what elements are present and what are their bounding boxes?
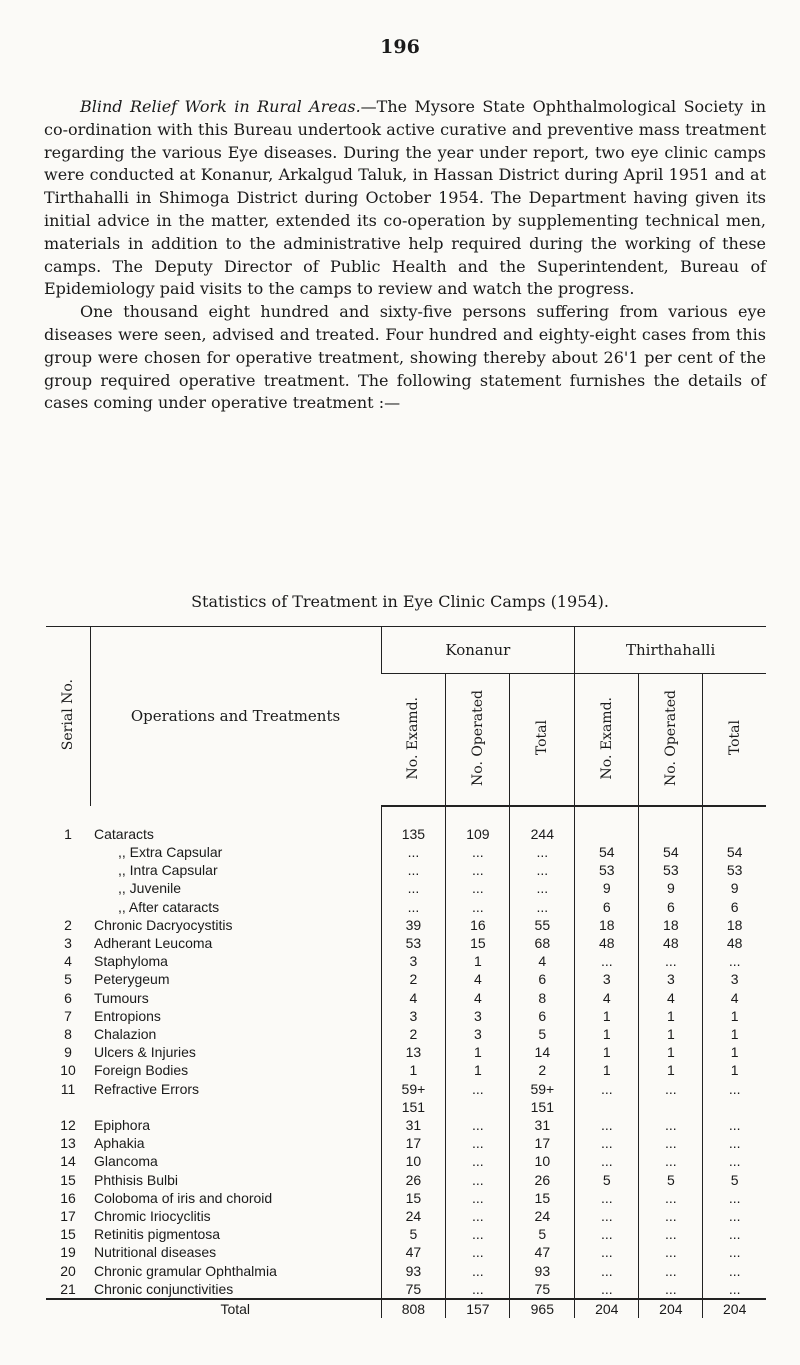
operation-cell [90, 1098, 381, 1116]
operation-label: ,, Juvenile [118, 880, 182, 897]
serial-cell: 7 [64, 1007, 72, 1024]
value-cell-k1: 59+ [381, 1080, 446, 1098]
value-cell-k2: ... [446, 1189, 510, 1207]
value-cell-t1: 48 [575, 934, 639, 952]
serial-cell: 19 [60, 1244, 76, 1261]
konanur-header: Konanur [381, 627, 575, 674]
serial-cell: 6 [64, 989, 72, 1006]
total-cell-k1: 808 [381, 1299, 446, 1318]
value-cell-k1: 2 [381, 1025, 446, 1043]
operation-cell [90, 861, 381, 879]
serial-cell: 5 [64, 971, 72, 988]
operation-cell [90, 1080, 381, 1098]
serial-cell: 3 [64, 934, 72, 951]
value-cell-t3 [703, 825, 766, 843]
value-cell-t2: 54 [639, 843, 703, 861]
serial-cell: 21 [60, 1280, 76, 1297]
value-cell-t1: 54 [575, 843, 639, 861]
operation-cell [90, 879, 381, 897]
value-cell-t1: 1 [575, 1007, 639, 1025]
value-cell-k2: ... [446, 1171, 510, 1189]
value-cell-k1: 135 [381, 825, 446, 843]
value-cell-t1: ... [575, 952, 639, 970]
value-cell-t1: 53 [575, 861, 639, 879]
value-cell-k2: 3 [446, 1025, 510, 1043]
value-cell-k3: ... [510, 861, 575, 879]
value-cell-t3: ... [703, 1116, 766, 1134]
value-cell-k3: 17 [510, 1134, 575, 1152]
thirthahalli-operated-header: No. Operated [639, 674, 703, 806]
value-cell-k3: ... [510, 879, 575, 897]
operation-cell [90, 825, 381, 843]
value-cell-k2: 1 [446, 952, 510, 970]
value-cell-t3: 3 [703, 970, 766, 988]
serial-cell: 15 [60, 1171, 76, 1188]
table-row [46, 1043, 766, 1061]
serial-cell: 4 [64, 953, 72, 970]
value-cell-k2: 1 [446, 1043, 510, 1061]
table-row [46, 843, 766, 861]
value-cell-k3: 4 [510, 952, 575, 970]
table-row [46, 1116, 766, 1134]
value-cell-t1: 18 [575, 916, 639, 934]
value-cell-k1: 13 [381, 1043, 446, 1061]
serial-cell: 16 [60, 1189, 76, 1206]
value-cell-k3: 5 [510, 1225, 575, 1243]
serial-cell: 1 [64, 825, 72, 842]
operation-label: Refractive Errors [94, 1080, 200, 1097]
table-row [46, 1152, 766, 1170]
operation-cell [90, 934, 381, 952]
operation-label: Adherant Leucoma [94, 934, 213, 951]
value-cell-t2: 5 [639, 1171, 703, 1189]
value-cell-k1: 31 [381, 1116, 446, 1134]
value-cell-t1: ... [575, 1116, 639, 1134]
value-cell-t3: 9 [703, 879, 766, 897]
value-cell-t3: 1 [703, 1007, 766, 1025]
value-cell-t2: 1 [639, 1007, 703, 1025]
value-cell-t3: 18 [703, 916, 766, 934]
value-cell-k1: 10 [381, 1152, 446, 1170]
value-cell-t3: 48 [703, 934, 766, 952]
operation-cell [90, 1280, 381, 1299]
table-title: Statistics of Treatment in Eye Clinic Camps (1954). [191, 592, 609, 611]
value-cell-k1: 4 [381, 989, 446, 1007]
total-serial-cell [46, 1299, 90, 1318]
operations-header: Operations and Treatments [90, 627, 381, 806]
value-cell-t3: ... [703, 1262, 766, 1280]
value-cell-t3: ... [703, 952, 766, 970]
value-cell-t1 [575, 825, 639, 843]
value-cell-t1: ... [575, 1189, 639, 1207]
value-cell-t1: ... [575, 1134, 639, 1152]
value-cell-t1: ... [575, 1262, 639, 1280]
operation-cell [90, 1025, 381, 1043]
table-row [46, 1189, 766, 1207]
serial-cell: 10 [60, 1062, 76, 1079]
value-cell-k2: ... [446, 861, 510, 879]
value-cell-k2: ... [446, 879, 510, 897]
value-cell-k2: 15 [446, 934, 510, 952]
operation-label: Epiphora [94, 1116, 151, 1133]
value-cell-k1: 24 [381, 1207, 446, 1225]
operation-cell [90, 1007, 381, 1025]
value-cell-t2 [639, 825, 703, 843]
value-cell-t1: ... [575, 1280, 639, 1299]
value-cell-t2: 4 [639, 989, 703, 1007]
value-cell-k3: 68 [510, 934, 575, 952]
value-cell-k3: 2 [510, 1061, 575, 1079]
operation-cell [90, 1171, 381, 1189]
value-cell-t2: ... [639, 1080, 703, 1098]
value-cell-k2: ... [446, 1134, 510, 1152]
value-cell-t2: ... [639, 1189, 703, 1207]
value-cell-k2: ... [446, 1116, 510, 1134]
table-row [46, 861, 766, 879]
operation-cell [90, 1225, 381, 1243]
value-cell-k3: 8 [510, 989, 575, 1007]
value-cell-k1: 75 [381, 1280, 446, 1299]
table-row [46, 1262, 766, 1280]
value-cell-t1: 1 [575, 1043, 639, 1061]
value-cell-t2: ... [639, 1243, 703, 1261]
value-cell-k1: 47 [381, 1243, 446, 1261]
table-row [46, 916, 766, 934]
table-row [46, 1061, 766, 1079]
operation-label: Foreign Bodies [94, 1062, 189, 1079]
serial-cell: 12 [60, 1116, 76, 1133]
serial-cell [46, 879, 90, 897]
value-cell-k2: 3 [446, 1007, 510, 1025]
serial-cell [46, 1098, 90, 1116]
value-cell-t2: 1 [639, 1025, 703, 1043]
value-cell-k1: 93 [381, 1262, 446, 1280]
total-cell-k3: 965 [510, 1299, 575, 1318]
value-cell-t1: 9 [575, 879, 639, 897]
operation-label: Chronic conjunctivities [94, 1280, 234, 1297]
operation-label: ,, After cataracts [118, 898, 220, 915]
operation-cell [90, 916, 381, 934]
value-cell-t3: 5 [703, 1171, 766, 1189]
table-row [46, 898, 766, 916]
table-row [46, 1098, 766, 1116]
body-text [44, 96, 766, 415]
serial-cell: 13 [60, 1135, 76, 1152]
table-row [46, 1280, 766, 1299]
value-cell-k2: ... [446, 843, 510, 861]
table-row [46, 1225, 766, 1243]
value-cell-k2: 1 [446, 1061, 510, 1079]
value-cell-k3: 151 [510, 1098, 575, 1116]
value-cell-k1: 17 [381, 1134, 446, 1152]
operation-cell [90, 1134, 381, 1152]
value-cell-t3: ... [703, 1243, 766, 1261]
operation-label: Chalazion [94, 1025, 157, 1042]
operation-cell [90, 1243, 381, 1261]
value-cell-t1: 1 [575, 1061, 639, 1079]
value-cell-k2: ... [446, 1262, 510, 1280]
value-cell-k3: 24 [510, 1207, 575, 1225]
operation-label: Coloboma of iris and choroid [94, 1189, 273, 1206]
value-cell-t2: 9 [639, 879, 703, 897]
serial-header: Serial No. [46, 627, 90, 806]
value-cell-t2: 3 [639, 970, 703, 988]
value-cell-t1: ... [575, 1152, 639, 1170]
value-cell-k3: 244 [510, 825, 575, 843]
value-cell-t1: 6 [575, 898, 639, 916]
value-cell-t3: ... [703, 1207, 766, 1225]
serial-cell: 8 [64, 1025, 72, 1042]
operation-cell [90, 1043, 381, 1061]
value-cell-k1: 1 [381, 1061, 446, 1079]
value-cell-k3: 59+ [510, 1080, 575, 1098]
value-cell-k2: 4 [446, 970, 510, 988]
value-cell-k3: 15 [510, 1189, 575, 1207]
value-cell-t3: ... [703, 1225, 766, 1243]
statistics-table [46, 626, 766, 1318]
value-cell-k2: ... [446, 1243, 510, 1261]
operation-label: Phthisis Bulbi [94, 1171, 179, 1188]
value-cell-t3: 54 [703, 843, 766, 861]
table-row [46, 1080, 766, 1098]
operation-cell [90, 1116, 381, 1134]
operation-label: Glancoma [94, 1153, 158, 1170]
value-cell-t1: ... [575, 1080, 639, 1098]
value-cell-t3: 1 [703, 1043, 766, 1061]
operation-cell [90, 1061, 381, 1079]
value-cell-k2: 16 [446, 916, 510, 934]
thirthahalli-header: Thirthahalli [575, 627, 766, 674]
operation-label: Cataracts [94, 825, 154, 842]
operation-label: Nutritional diseases [94, 1244, 217, 1261]
operation-label: Chronic gramular Ophthalmia [94, 1262, 277, 1279]
total-cell-t1: 204 [575, 1299, 639, 1318]
operation-label: Retinitis pigmentosa [94, 1226, 221, 1243]
page-number: 196 [380, 36, 420, 58]
table-body [46, 806, 766, 1319]
value-cell-k1: 3 [381, 952, 446, 970]
operation-cell [90, 1207, 381, 1225]
operation-cell [90, 1262, 381, 1280]
value-cell-t3: 1 [703, 1025, 766, 1043]
table-row [46, 1207, 766, 1225]
operation-label: Entropions [94, 1007, 161, 1024]
value-cell-t2: ... [639, 1116, 703, 1134]
value-cell-t3 [703, 1098, 766, 1116]
value-cell-k2: 4 [446, 989, 510, 1007]
table-row [46, 989, 766, 1007]
serial-cell [46, 861, 90, 879]
value-cell-k2: ... [446, 1280, 510, 1299]
operation-label: Tumours [94, 989, 149, 1006]
serial-cell: 14 [60, 1153, 76, 1170]
value-cell-k3: 75 [510, 1280, 575, 1299]
value-cell-t2: ... [639, 1207, 703, 1225]
value-cell-t2: ... [639, 1152, 703, 1170]
value-cell-k1: 15 [381, 1189, 446, 1207]
operation-cell [90, 952, 381, 970]
value-cell-k1: 53 [381, 934, 446, 952]
table-row [46, 1171, 766, 1189]
paragraph-1-body: —The Mysore State Ophthalmological Society in co-ordination with this Bureau undertook active curative and preventive mass treatment regarding the various Eye diseases. During the year under report, two eye clinic camps were conducted at Konanur, Arkalgud Taluk, in Hassan District during April 1951 and at Tirthahalli in Shimoga District during October 1954. The Department having given its initial advice in the matter, extended its co-operation by supplementing technical men, materials in addition to the administrative help required during the working of these camps. The Deputy Director of Public Health and the Superintendent, Bureau of Epidemiology paid visits to the camps to review and watch the progress. [44, 97, 767, 299]
table-row [46, 952, 766, 970]
value-cell-k1: 151 [381, 1098, 446, 1116]
table-row [46, 1025, 766, 1043]
konanur-examd-header: No. Examd. [381, 674, 446, 806]
table-row [46, 825, 766, 843]
konanur-total-header: Total [510, 674, 575, 806]
table-row [46, 1243, 766, 1261]
value-cell-t3: 4 [703, 989, 766, 1007]
value-cell-t2: ... [639, 1225, 703, 1243]
operation-label: ,, Extra Capsular [118, 843, 223, 860]
value-cell-k2: ... [446, 1207, 510, 1225]
value-cell-t2: ... [639, 1262, 703, 1280]
value-cell-t2: ... [639, 1134, 703, 1152]
value-cell-t2: 18 [639, 916, 703, 934]
operation-label: Peterygeum [94, 971, 170, 988]
value-cell-k3: 31 [510, 1116, 575, 1134]
operation-label: Ulcers & Injuries [94, 1044, 196, 1061]
value-cell-k1: 3 [381, 1007, 446, 1025]
value-cell-k1: 39 [381, 916, 446, 934]
value-cell-k3: 93 [510, 1262, 575, 1280]
value-cell-k1: 5 [381, 1225, 446, 1243]
serial-cell: 17 [60, 1207, 76, 1224]
operation-cell [90, 1152, 381, 1170]
value-cell-t2: 1 [639, 1043, 703, 1061]
operation-cell [90, 970, 381, 988]
value-cell-t1: 5 [575, 1171, 639, 1189]
operation-label: Chronic Dacryocystitis [94, 916, 233, 933]
value-cell-k1: ... [381, 898, 446, 916]
serial-cell: 2 [64, 916, 72, 933]
table-row [46, 879, 766, 897]
value-cell-t1: ... [575, 1207, 639, 1225]
value-cell-k3: 47 [510, 1243, 575, 1261]
value-cell-k3: 6 [510, 1007, 575, 1025]
value-cell-t1: 3 [575, 970, 639, 988]
value-cell-k1: ... [381, 843, 446, 861]
value-cell-k1: 26 [381, 1171, 446, 1189]
table-row [46, 934, 766, 952]
thirthahalli-total-header: Total [703, 674, 766, 806]
value-cell-t2: 48 [639, 934, 703, 952]
konanur-operated-header: No. Operated [446, 674, 510, 806]
value-cell-t2: ... [639, 952, 703, 970]
table-row [46, 1134, 766, 1152]
value-cell-t1: 4 [575, 989, 639, 1007]
value-cell-k3: 55 [510, 916, 575, 934]
value-cell-t1 [575, 1098, 639, 1116]
value-cell-t3: ... [703, 1280, 766, 1299]
value-cell-k2: ... [446, 1225, 510, 1243]
operation-cell [90, 843, 381, 861]
value-cell-t1: ... [575, 1225, 639, 1243]
total-label: Total [90, 1299, 381, 1318]
value-cell-k3: ... [510, 843, 575, 861]
value-cell-t2: 1 [639, 1061, 703, 1079]
serial-cell: 11 [60, 1080, 76, 1097]
value-cell-t3: ... [703, 1134, 766, 1152]
value-cell-k3: 5 [510, 1025, 575, 1043]
value-cell-t2: ... [639, 1280, 703, 1299]
value-cell-t2: 6 [639, 898, 703, 916]
total-row [46, 1299, 766, 1318]
operation-cell [90, 898, 381, 916]
serial-cell: 9 [64, 1044, 72, 1061]
table-row [46, 1007, 766, 1025]
value-cell-k2: ... [446, 898, 510, 916]
operation-cell [90, 989, 381, 1007]
value-cell-t3: ... [703, 1189, 766, 1207]
total-cell-t3: 204 [703, 1299, 766, 1318]
paragraph-2: One thousand eight hundred and sixty-five persons suffering from various eye diseases were seen, advised and treated. Four hundred and eighty-eight cases from this group were chosen for operative treatment, showing thereby about 26'1 per cent of the group required operative treatment. The following statement furnishes the details of cases coming under operative treatment :— [44, 302, 766, 413]
value-cell-t3: 1 [703, 1061, 766, 1079]
value-cell-t3: 6 [703, 898, 766, 916]
value-cell-k3: 26 [510, 1171, 575, 1189]
value-cell-k2 [446, 1098, 510, 1116]
value-cell-k3: 6 [510, 970, 575, 988]
paragraph-1-title: Blind Relief Work in Rural Areas. [80, 97, 361, 116]
total-cell-t2: 204 [639, 1299, 703, 1318]
operation-label: ,, Intra Capsular [118, 862, 218, 879]
value-cell-t1: ... [575, 1243, 639, 1261]
value-cell-t3: ... [703, 1080, 766, 1098]
value-cell-t3: ... [703, 1152, 766, 1170]
value-cell-k2: ... [446, 1152, 510, 1170]
operation-label: Chromic Iriocyclitis [94, 1207, 211, 1224]
value-cell-k3: 14 [510, 1043, 575, 1061]
total-cell-k2: 157 [446, 1299, 510, 1318]
operation-label: Aphakia [94, 1135, 145, 1152]
serial-cell [46, 843, 90, 861]
value-cell-k1: 2 [381, 970, 446, 988]
value-cell-t2: 53 [639, 861, 703, 879]
serial-cell: 15 [60, 1226, 76, 1243]
value-cell-k1: ... [381, 879, 446, 897]
value-cell-k2: 109 [446, 825, 510, 843]
value-cell-t2 [639, 1098, 703, 1116]
serial-cell [46, 898, 90, 916]
table-row [46, 970, 766, 988]
thirthahalli-examd-header: No. Examd. [575, 674, 639, 806]
operation-label: Staphyloma [94, 953, 168, 970]
paragraph-1 [44, 96, 766, 301]
operation-cell [90, 1189, 381, 1207]
value-cell-t1: 1 [575, 1025, 639, 1043]
value-cell-k3: ... [510, 898, 575, 916]
value-cell-k2: ... [446, 1080, 510, 1098]
value-cell-k3: 10 [510, 1152, 575, 1170]
value-cell-k1: ... [381, 861, 446, 879]
value-cell-t3: 53 [703, 861, 766, 879]
serial-cell: 20 [60, 1262, 76, 1279]
